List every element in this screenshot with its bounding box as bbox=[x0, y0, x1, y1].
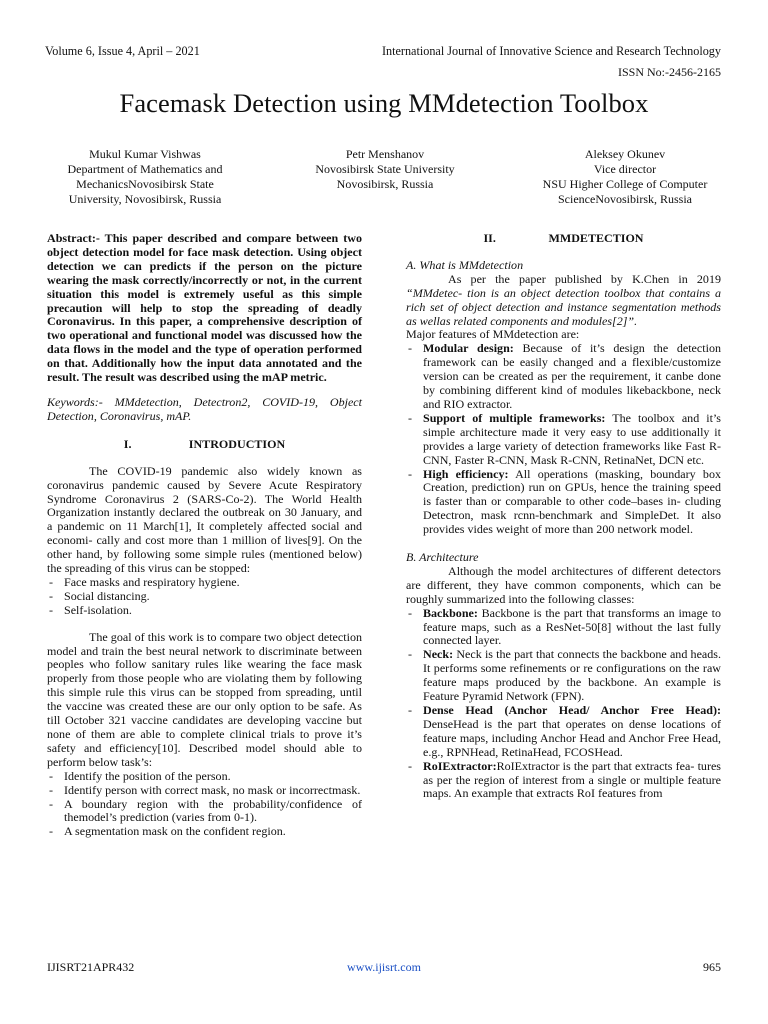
section-title: INTRODUCTION bbox=[188, 436, 286, 451]
item-label: Neck: bbox=[423, 647, 454, 662]
list-item: - A boundary region with the probability/confidence of themodel’s prediction (varies from 0-1). bbox=[47, 798, 362, 826]
item-label: RoIExtractor: bbox=[423, 758, 497, 773]
list-item bbox=[406, 412, 721, 468]
item-label: Dense Head (Anchor Head/ Anchor Free Head): bbox=[423, 703, 721, 717]
item-text: All operations (masking, boundary box Creation, prediction) run on GPUs, hence the training speed is faster than or comparable to other code–bases in- cluding Detectron, mask rcnn-benchmark and SimpleDet. It also provides vides weight of more than 200 network model. bbox=[423, 466, 721, 537]
author-affiliation: ScienceNovosibirsk, Russia bbox=[558, 192, 692, 206]
section-title: MMDETECTION bbox=[548, 231, 644, 245]
whatis-quote: “MMdetec- tion is an object detection toolbox that contains a rich set of object detection and instance segmentation methods as wellas related components and modules[2]”. bbox=[406, 285, 721, 328]
author-name: Petr Menshanov bbox=[345, 147, 425, 161]
list-item bbox=[406, 648, 721, 704]
major-features-intro: Major features of MMdetection are: bbox=[406, 327, 580, 342]
author-block-1 bbox=[40, 147, 250, 207]
list-item: - Face masks and respiratory hygiene. bbox=[47, 576, 362, 590]
subsection-heading-b: B. Architecture bbox=[406, 550, 479, 565]
author-affiliation: MechanicsNovosibirsk State bbox=[76, 177, 214, 191]
footer-website-link[interactable]: www.ijisrt.com bbox=[347, 960, 421, 974]
author-block-3 bbox=[505, 147, 745, 207]
journal-volume: Volume 6, Issue 4, April – 2021 bbox=[45, 44, 200, 58]
whatis-paragraph bbox=[406, 273, 721, 329]
item-label: Support of multiple frameworks: bbox=[423, 410, 606, 425]
components-list bbox=[406, 607, 721, 802]
list-item: - Identify the position of the person. bbox=[47, 770, 362, 784]
item-text: RoIExtractor is the part that extracts fea- tures as per the region of interest from a single or multiple feature maps. An example that extracts RoI features from bbox=[423, 758, 721, 801]
abstract: Abstract:- This paper described and compare between two object detection model for face mask detection. Using object detection we can predicts if the person on the picture wearing the mask correctly/incorrectly or not, in the current situation this model is extremely useful as this simple precaution will help to stop the spreading of deadly Coronavirus. In this paper, a comprehensive description of two operational and functional model was discussed how the data flows in the model and the type of operation performed on that. Additionally how the input data annotated and the result. The result was described using the mAP metric. bbox=[47, 231, 362, 385]
item-label: Modular design: bbox=[423, 341, 514, 356]
intro-paragraph-2: The goal of this work is to compare two object detection model and train the best neural network to discriminate between peoples who follow sanitary rules like wearing the face mask properly from those people who are violating them by following this simple rule this virus can be stopped from spreading, until the vaccine was created these are our only option to be safe. As till October 321 vaccine candidates are developing vaccine but none of them are able to complete clinical trials to prove it’s safety and efficiency[10]. Described model should able to perform below task’s: bbox=[47, 629, 362, 769]
tasks-list bbox=[47, 770, 362, 840]
journal-name: International Journal of Innovative Science and Research Technology bbox=[381, 44, 721, 58]
list-item: - A segmentation mask on the confident region. bbox=[47, 825, 362, 839]
author-affiliation: University, Novosibirsk, Russia bbox=[68, 192, 222, 206]
paper-title: Facemask Detection using MMdetection Toolbox bbox=[119, 88, 649, 118]
section-number: I. bbox=[123, 436, 132, 451]
right-column bbox=[406, 232, 721, 801]
list-item bbox=[406, 468, 721, 538]
author-affiliation: Vice director bbox=[593, 162, 657, 176]
author-block-2 bbox=[280, 147, 490, 192]
item-text: Because of it’s design the detection framework can be easily changed and a flexible/customize version can be created as per the requirement, it canbe done by combining different kind of modules likebackbone, neck and RIO extractor. bbox=[423, 341, 721, 411]
list-item bbox=[406, 760, 721, 802]
list-item: - Identify person with correct mask, no mask or incorrectmask. bbox=[47, 784, 362, 798]
intro-paragraph-1: The COVID-19 pandemic also widely known as coronavirus pandemic caused by Severe Acute Respiratory Syndrome Coronavirus 2 (SARS-Co-2). The World Health Organization instantly declared the outbreak on 30 January, and a pandemic on 11 March[1], It completely affected social and economi- cally and cost more than 1 million of lives[9]. On the other hand, by following some simple rules (mentioned below) the spreading of this virus can be stopped: bbox=[47, 463, 362, 576]
author-name: Aleksey Okunev bbox=[584, 147, 666, 161]
author-affiliation: Novosibirsk State University bbox=[315, 162, 455, 176]
item-label: Backbone: bbox=[423, 605, 478, 620]
list-item: - Social distancing. bbox=[47, 590, 362, 604]
list-item: - Self-isolation. bbox=[47, 604, 362, 618]
author-name: Mukul Kumar Vishwas bbox=[89, 147, 201, 161]
rules-list bbox=[47, 576, 362, 618]
architecture-paragraph: Although the model architectures of different detectors are different, they have common components, which can be roughly summarized into the following classes: bbox=[406, 563, 721, 606]
page-number: 965 bbox=[703, 960, 721, 974]
author-affiliation: Department of Mathematics and bbox=[67, 162, 223, 176]
list-item bbox=[406, 607, 721, 649]
item-label: High efficiency: bbox=[423, 466, 509, 481]
issn: ISSN No:-2456-2165 bbox=[617, 65, 721, 79]
list-item bbox=[406, 704, 721, 760]
subsection-heading-a: A. What is MMdetection bbox=[406, 257, 524, 272]
left-column bbox=[47, 232, 362, 839]
section-heading-mmdetection bbox=[406, 232, 721, 246]
list-item bbox=[406, 342, 721, 412]
author-affiliation: NSU Higher College of Computer bbox=[542, 177, 708, 191]
author-affiliation: Novosibirsk, Russia bbox=[336, 177, 434, 191]
section-heading-introduction bbox=[47, 438, 362, 452]
section-number: II. bbox=[483, 231, 496, 245]
whatis-lead: As per the paper published by K.Chen in 2019 bbox=[448, 271, 721, 286]
item-text: Neck is the part that connects the backbone and heads. It performs some refinements or re configurations on the raw feature maps produced by the backbone. An example is Feature Pyramid Network (FPN). bbox=[423, 647, 721, 704]
item-text: Backbone is the part that transforms an image to feature maps, such as a ResNet-50[8] without the last fully connected layer. bbox=[423, 605, 721, 648]
item-text: The toolbox and it’s simple architecture made it very easy to use additionally it provides a large variety of detection frameworks like Fast R-CNN, Faster R-CNN, Mask R-CNN, RetinaNet, DCN etc. bbox=[423, 410, 721, 467]
features-list bbox=[406, 342, 721, 537]
item-text: DenseHead is the part that operates on dense locations of feature maps, including Anchor Head and Anchor Free Head, e.g., RPNHead, RetinaHead, FCOSHead. bbox=[423, 716, 721, 759]
footer-paper-id: IJISRT21APR432 bbox=[47, 960, 135, 974]
keywords: Keywords:- MMdetection, Detectron2, COVID-19, Object Detection, Coronavirus, mAP. bbox=[47, 394, 362, 423]
